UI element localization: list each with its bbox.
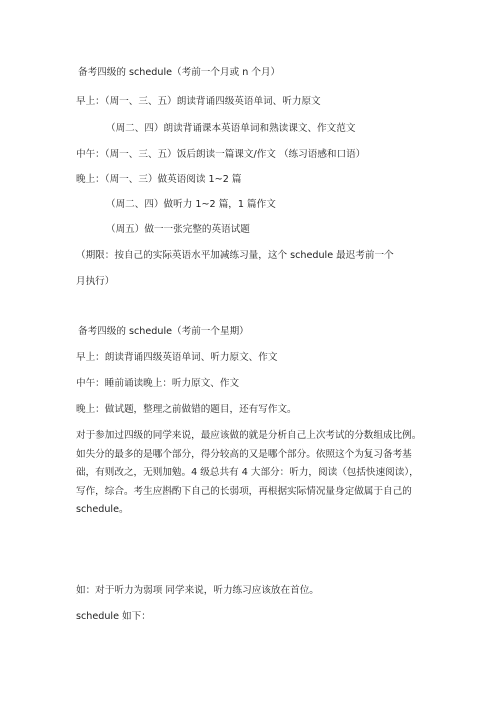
section2-heading: 备考四级的 schedule（考前一个星期） <box>78 326 249 337</box>
evening-line-1: 晚上：（周一、三）做英语阅读 1~2 篇 <box>76 174 242 185</box>
morning-line-1: 早上：（周一、三、五）朗读背诵四级英语单词、听力原文 <box>76 96 321 107</box>
evening-line-2: （周二、四）做听力 1~2 篇，1 篇作文 <box>106 199 276 210</box>
evening-line-3: （周五）做一一张完整的英语试题 <box>106 224 250 235</box>
week-noon-line: 中午：睡前诵读晚上：听力原文、作文 <box>76 378 240 389</box>
week-morning-line: 早上：朗读背诵四级英语单词、听力原文、作文 <box>76 352 278 363</box>
listening-example-line: 如：对于听力为弱项 同学来说，听力练习应该放在首位。 <box>76 585 319 596</box>
deadline-note-line-1: （期限：按自己的实际英语水平加减练习量，这个 schedule 最迟考前一个 <box>76 250 394 261</box>
morning-line-2: （周二、四）朗读背诵课本英语单词和熟读课文、作文范文 <box>106 123 356 134</box>
schedule-follows-line: schedule 如下： <box>76 611 151 622</box>
section1-heading: 备考四级的 schedule（考前一个月或 n 个月） <box>78 67 281 78</box>
week-evening-line: 晚上：做试题，整理之前做错的题目，还有写作文。 <box>76 404 297 415</box>
noon-line: 中午：（周一、三、五）饭后朗读一篇课文/作文 （练习语感和口语） <box>76 149 366 160</box>
deadline-note-line-2: 月执行） <box>76 276 115 287</box>
analysis-paragraph: 对于参加过四级的同学来说，最应该做的就是分析自己上次考试的分数组成比例。如失分的最多的是哪个部分，得分较高的又是哪个部分。依照这个为复习备考基础，有则改之，无则加勉。4 级总共有 4 大部分：听力，阅读（包括快速阅读），写作，综合。考生应斟酌下自己的长弱项，再根据实际情况量身定做属于自己的 schedule。 <box>76 430 422 516</box>
